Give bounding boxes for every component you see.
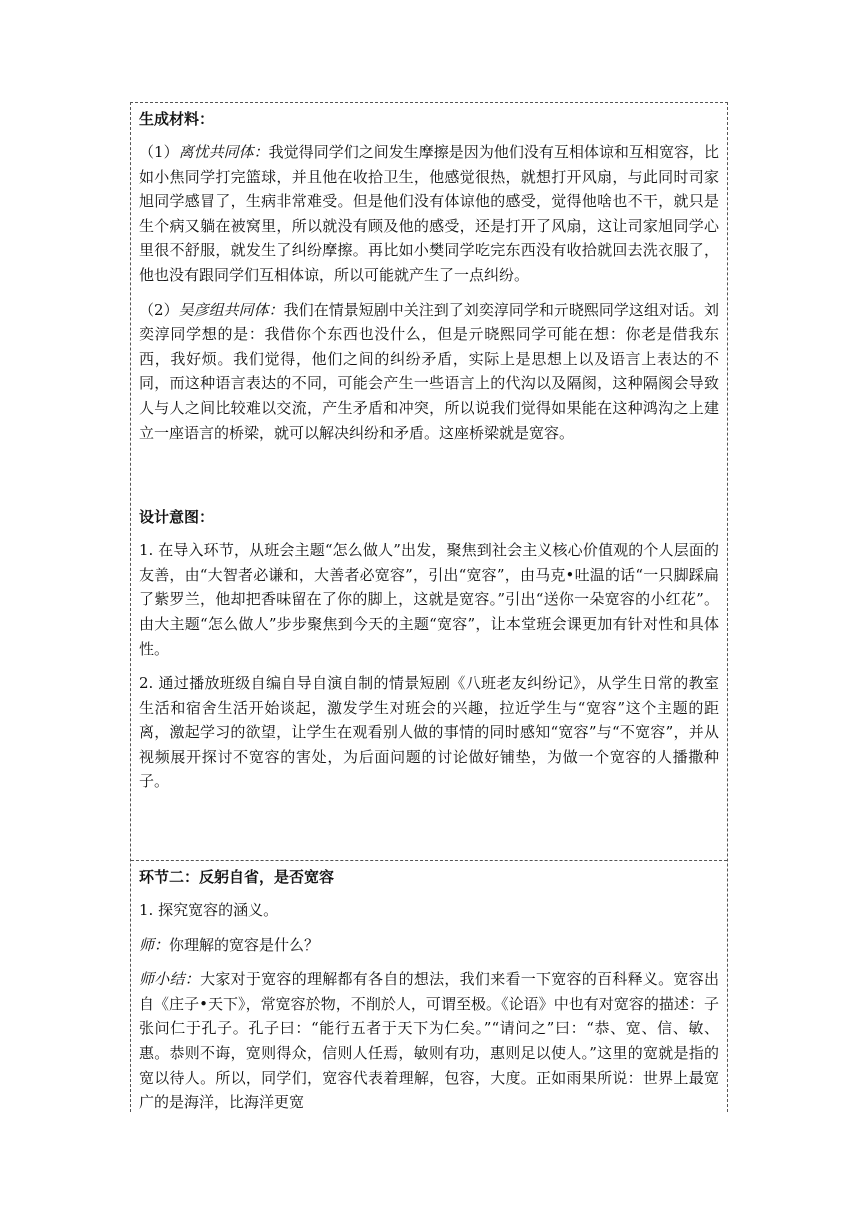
section-heading-design-intent: 设计意图： [139,508,215,527]
group-name: 吴彦组共同体： [178,300,284,319]
material-paragraph-2 [139,298,719,446]
document-table [130,102,728,1112]
design-paragraph-2: 2. 通过播放班级自编自导自演自制的情景短剧《八班老友纠纷记》，从学生日常的教室生活和宿舍生活开始谈起，激发学生对班会的兴趣，拉近学生与“宽容”这个主题的距离，激起学习的欲望，让学生在观看别人做的事情的同时感知“宽容”与“不宽容”，并从视频展开探讨不宽容的害处，为后面问题的讨论做好铺垫，为做一个宽容的人播撒种子。 [139,674,719,791]
teacher-question [139,933,719,958]
section-heading-materials: 生成材料： [139,110,215,128]
paragraph-number: （1） [139,143,179,161]
design-paragraph-1: 1. 在导入环节，从班会主题“怎么做人”出发，聚焦到社会主义核心价值观的个人层面的友善，由“大智者必谦和，大善者必宽容”，引出“宽容”，由马克•吐温的话“一只脚踩扁了紫罗兰，他却把香味留在了你的脚上，这就是宽容。”引出“送你一朵宽容的小红花”。由大主题“怎么做人”步步聚焦到今天的主题“宽容”，让本堂班会课更加有针对性和具体性。 [139,541,719,658]
group-name: 离忧共同体： [178,143,269,161]
teacher-text: 你理解的宽容是什么？ [169,935,320,954]
paragraph-text: 我觉得同学们之间发生摩擦是因为他们没有互相体谅和互相宽容，比如小焦同学打完篮球，并且他在收拾卫生，他感觉很热，就想打开风扇，与此同时司家旭同学感冒了，生病非常难受。但是他们没有体谅他的感受，觉得他啥也不干，就只是生个病又躺在被窝里，所以就没有顾及他的感受，还是打开了风扇，这让司家旭同学心里很不舒服，就发生了纠纷摩擦。再比如小樊同学吃完东西没有收拾就回去洗衣服了，他也没有跟同学们互相体谅，所以可能就产生了一点纠纷。 [139,143,719,284]
teacher-summary [139,967,719,1115]
paragraph-text: 我们在情景短剧中关注到了刘奕淳同学和亓晓熙同学这组对话。刘奕淳同学想的是：我借你个东西也没什么，但是亓晓熙同学可能在想：你老是借我东西，我好烦。我们觉得，他们之间的纠纷矛盾，实际上是思想上以及语言上表达的不同，而这种语言表达的不同，可能会产生一些语言上的代沟以及隔阂，这种隔阂会导致人与人之间比较难以交流，产生矛盾和冲突，所以说我们觉得如果能在这种鸿沟之上建立一座语言的桥梁，就可以解决纠纷和矛盾。这座桥梁就是宽容。 [139,300,719,442]
paragraph-number: （2） [139,300,179,319]
table-cell-stage-two [131,860,727,1113]
teacher-label: 师： [139,935,170,954]
section-heading-stage-two: 环节二：反躬自省，是否宽容 [139,868,335,886]
table-cell-materials [131,103,727,860]
stage-item-1: 1. 探究宽容的涵义。 [139,901,279,919]
summary-label: 师小结： [139,970,201,989]
summary-text: 大家对于宽容的理解都有各自的想法，我们来看一下宽容的百科释义。宽容出自《庄子•天下》，常宽容於物，不削於人，可谓至极。《论语》中也有对宽容的描述：子张问仁于孔子。孔子曰：“能行五者于天下为仁矣。”“请问之”曰：“恭、宽、信、敏、惠。恭则不诲，宽则得众，信则人任焉，敏则有功，惠则足以使人。”这里的宽就是指的宽以待人。所以，同学们，宽容代表着理解，包容，大度。正如雨果所说：世界上最宽广的是海洋，比海洋更宽 [139,970,719,1112]
material-paragraph-1 [139,140,719,288]
